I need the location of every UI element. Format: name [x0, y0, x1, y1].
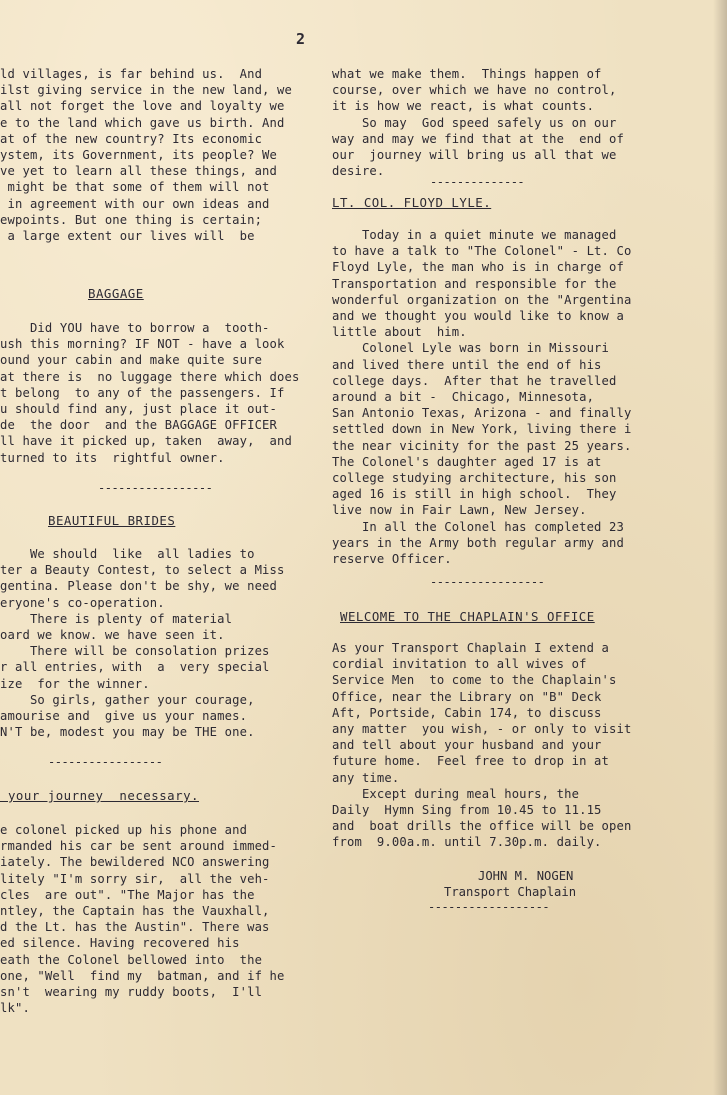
chaplain-line: Except during meal hours, the [332, 786, 580, 801]
journey-line: iately. The bewildered NCO answering [0, 855, 270, 870]
left-divider-1: ----------------- [98, 481, 213, 495]
lyle-line: Colonel Lyle was born in Missouri [332, 341, 610, 356]
chaplain-line: and boat drills the office will be open [332, 819, 632, 834]
right-intro-text [332, 66, 624, 179]
lyle-line: and we thought you would like to know a [332, 309, 625, 324]
left-intro-line: ilst giving service in the new land, we [0, 83, 293, 98]
journey-line: lk". [0, 1001, 30, 1016]
journey-line: litely "I'm sorry sir, all the veh- [0, 871, 270, 886]
baggage-line: u should find any, just place it out- [0, 402, 278, 417]
baggage-heading: BAGGAGE [88, 286, 144, 301]
journey-line: one, "Well find my batman, and if he [0, 968, 285, 983]
right-divider-2: ----------------- [430, 575, 545, 589]
journey-line: ed silence. Having recovered his [0, 936, 240, 951]
lyle-line: Floyd Lyle, the man who is in charge of [332, 260, 625, 275]
lyle-line: settled down in New York, living there i [332, 422, 632, 437]
lyle-line: years in the Army both regular army and [332, 535, 625, 550]
baggage-line: de the door and the BAGGAGE OFFICER [0, 418, 278, 433]
brides-line: gentina. Please don't be shy, we need [0, 579, 278, 594]
chaplain-line: Office, near the Library on "B" Deck [332, 689, 602, 704]
journey-line: rmanded his car be sent around immed- [0, 839, 278, 854]
brides-line: ize for the winner. [0, 676, 150, 691]
lyle-line: little about him. [332, 325, 467, 340]
left-intro-line: in agreement with our own ideas and [0, 196, 270, 211]
journey-heading: your journey necessary. [0, 788, 199, 803]
brides-line: amourise and give us your names. [0, 709, 248, 724]
lyle-line: reserve Officer. [332, 552, 452, 567]
lyle-line: to have a talk to "The Colonel" - Lt. Co [332, 244, 632, 259]
lyle-text [332, 227, 632, 567]
brides-line: N'T be, modest you may be THE one. [0, 725, 255, 740]
left-intro-line: ve yet to learn all these things, and [0, 164, 278, 179]
page-edge-shadow [713, 0, 727, 1095]
brides-line: There will be consolation prizes [0, 644, 270, 659]
chaplain-line: Aft, Portside, Cabin 174, to discuss [332, 705, 602, 720]
right-intro-line: course, over which we have no control, [332, 83, 617, 98]
journey-line: sn't wearing my ruddy boots, I'll [0, 985, 263, 1000]
brides-heading: BEAUTIFUL BRIDES [48, 513, 176, 528]
right-intro-line: So may God speed safely us on our [332, 115, 617, 130]
signature-title: Transport Chaplain [444, 885, 577, 899]
lyle-line: Today in a quiet minute we managed [332, 228, 617, 242]
left-intro-line: e to the land which gave us birth. And [0, 115, 285, 130]
left-intro-line: at of the new country? Its economic [0, 131, 263, 146]
brides-line: So girls, gather your courage, [0, 692, 255, 707]
page-number: 2 [296, 30, 307, 48]
lyle-line: Transportation and responsible for the [332, 276, 617, 291]
chaplain-heading: WELCOME TO THE CHAPLAIN'S OFFICE [340, 609, 595, 624]
lyle-line: the near vicinity for the past 25 years. [332, 438, 632, 453]
chaplain-line: any time. [332, 770, 400, 785]
baggage-line: ound your cabin and make quite sure [0, 353, 263, 368]
journey-line: cles are out". "The Major has the [0, 887, 255, 902]
lyle-line: around a bit - Chicago, Minnesota, [332, 390, 595, 405]
baggage-line: at there is no luggage there which does [0, 369, 300, 384]
journey-line: e colonel picked up his phone and [0, 823, 248, 837]
left-intro-line: ewpoints. But one thing is certain; [0, 212, 263, 227]
journey-line: ntley, the Captain has the Vauxhall, [0, 904, 270, 919]
baggage-line: ush this morning? IF NOT - have a look [0, 337, 285, 352]
brides-line: oard we know. we have seen it. [0, 628, 225, 643]
lyle-line: wonderful organization on the "Argentina [332, 292, 632, 307]
lyle-line: The Colonel's daughter aged 17 is at [332, 454, 602, 469]
lyle-line: San Antonio Texas, Arizona - and finally [332, 406, 632, 421]
right-intro-line: what we make them. Things happen of [332, 67, 602, 81]
lyle-line: college studying architecture, his son [332, 471, 617, 486]
lyle-line: live now in Fair Lawn, New Jersey. [332, 503, 587, 518]
left-intro-line: all not forget the love and loyalty we [0, 99, 285, 114]
journey-text [0, 822, 285, 1016]
brides-text [0, 546, 285, 740]
baggage-line: ll have it picked up, taken away, and [0, 434, 293, 449]
left-intro-line: might be that some of them will not [0, 180, 270, 195]
journey-line: eath the Colonel bellowed into the [0, 952, 263, 967]
chaplain-line: Service Men to come to the Chaplain's [332, 673, 617, 688]
lyle-line: In all the Colonel has completed 23 [332, 519, 625, 534]
chaplain-line: and tell about your husband and your [332, 738, 602, 753]
chaplain-line: future home. Feel free to drop in at [332, 754, 610, 769]
chaplain-text [332, 640, 632, 851]
right-divider-3: ------------------ [428, 900, 550, 914]
chaplain-line: any matter you wish, - or only to visit [332, 722, 632, 737]
right-intro-line: way and may we find that at the end of [332, 131, 625, 146]
lyle-heading: LT. COL. FLOYD LYLE. [332, 195, 492, 210]
left-divider-2: ----------------- [48, 755, 163, 769]
right-divider-1: -------------- [430, 175, 525, 189]
chaplain-line: As your Transport Chaplain I extend a [332, 641, 610, 655]
baggage-line: Did YOU have to borrow a tooth- [0, 321, 270, 335]
brides-line: ter a Beauty Contest, to select a Miss [0, 563, 285, 578]
brides-line: r all entries, with a very special [0, 660, 270, 675]
chaplain-line: cordial invitation to all wives of [332, 657, 587, 672]
signature-name: JOHN M. NOGEN [478, 869, 574, 883]
baggage-line: t belong to any of the passengers. If [0, 385, 285, 400]
left-intro-line: a large extent our lives will be [0, 229, 255, 244]
baggage-line: turned to its rightful owner. [0, 450, 225, 465]
journey-line: d the Lt. has the Austin". There was [0, 920, 270, 935]
brides-line: We should like all ladies to [0, 547, 255, 561]
chaplain-line: Daily Hymn Sing from 10.45 to 11.15 [332, 803, 602, 818]
lyle-line: college days. After that he travelled [332, 373, 617, 388]
lyle-line: aged 16 is still in high school. They [332, 487, 617, 502]
chaplain-line: from 9.00a.m. until 7.30p.m. daily. [332, 835, 602, 850]
left-intro-line: ystem, its Government, its people? We [0, 148, 278, 163]
lyle-line: and lived there until the end of his [332, 357, 602, 372]
baggage-text [0, 320, 300, 466]
right-intro-line: desire. [332, 164, 385, 179]
brides-line: There is plenty of material [0, 611, 233, 626]
right-intro-line: it is how we react, is what counts. [332, 99, 595, 114]
right-intro-line: our journey will bring us all that we [332, 148, 617, 163]
brides-line: eryone's co-operation. [0, 595, 165, 610]
left-intro-text [0, 66, 292, 244]
left-intro-line: ld villages, is far behind us. And [0, 67, 263, 81]
